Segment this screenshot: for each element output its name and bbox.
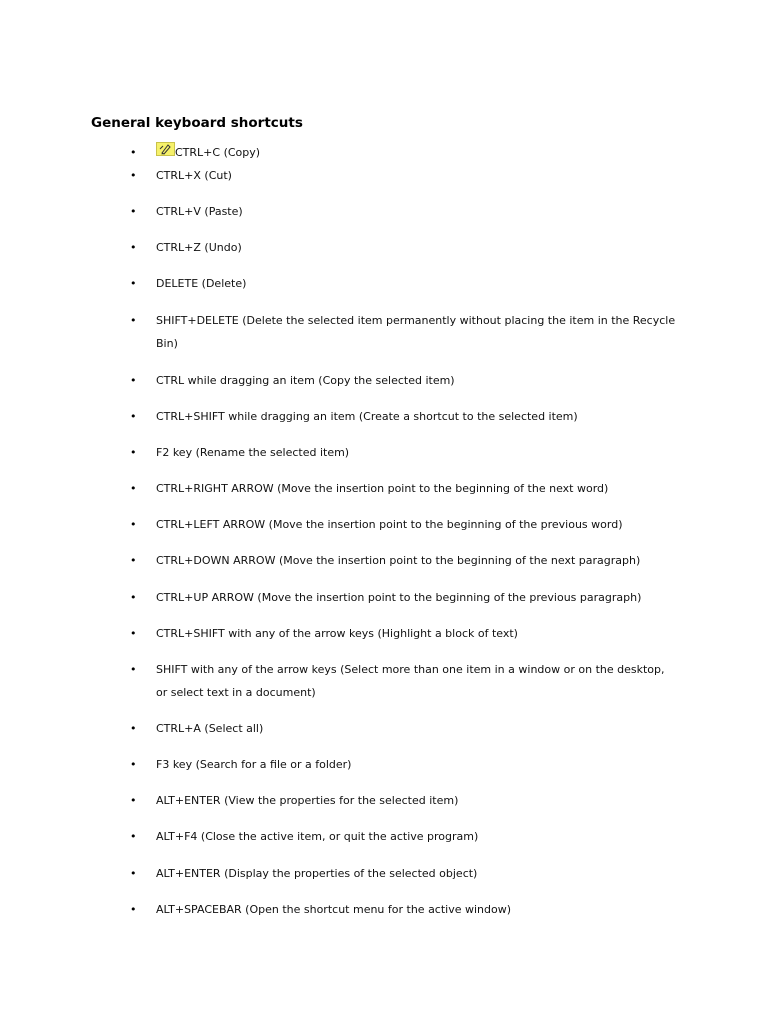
bullet-icon: • — [130, 722, 137, 735]
bullet-icon: • — [130, 277, 137, 290]
bullet-icon: • — [130, 903, 137, 916]
list-item-text: DELETE (Delete) — [156, 277, 247, 290]
list-item-text: ALT+F4 (Close the active item, or quit the active program) — [156, 830, 479, 843]
bullet-icon: • — [130, 169, 137, 182]
bullet-icon: • — [130, 314, 137, 327]
list-item-text: ALT+ENTER (Display the properties of the selected object) — [156, 867, 478, 880]
list-item-text: CTRL+V (Paste) — [156, 205, 243, 218]
list-item-text: SHIFT with any of the arrow keys (Select more than one item in a window or on the desktop, or select text in a document) — [156, 663, 665, 699]
list-item-text: CTRL+SHIFT while dragging an item (Create a shortcut to the selected item) — [156, 410, 578, 423]
bullet-icon: • — [130, 241, 137, 254]
bullet-icon: • — [130, 830, 137, 843]
bullet-icon: • — [130, 663, 137, 676]
bullet-icon: • — [130, 867, 137, 880]
bullet-icon: • — [130, 627, 137, 640]
bullet-icon: • — [130, 554, 137, 567]
list-item-text: CTRL+C (Copy) — [175, 146, 261, 159]
bullet-icon: • — [130, 374, 137, 387]
list-item-text: CTRL+LEFT ARROW (Move the insertion point to the beginning of the previous word) — [156, 518, 623, 531]
bullet-icon: • — [130, 482, 137, 495]
list-item-text: SHIFT+DELETE (Delete the selected item permanently without placing the item in the Recycle Bin) — [156, 314, 676, 350]
list-item-text: F2 key (Rename the selected item) — [156, 446, 350, 459]
list-item-text: CTRL+DOWN ARROW (Move the insertion point to the beginning of the next paragraph) — [156, 554, 641, 567]
bullet-icon: • — [130, 446, 137, 459]
list-item-text: F3 key (Search for a file or a folder) — [156, 758, 352, 771]
list-item-text: CTRL+A (Select all) — [156, 722, 264, 735]
bullet-icon: • — [130, 794, 137, 807]
page-title: General keyboard shortcuts — [91, 115, 303, 131]
bullet-icon: • — [130, 591, 137, 604]
list-item-text: ALT+ENTER (View the properties for the selected item) — [156, 794, 459, 807]
list-item-text: CTRL+X (Cut) — [156, 169, 232, 182]
bullet-icon: • — [130, 146, 137, 159]
list-item-text: CTRL+UP ARROW (Move the insertion point to the beginning of the previous paragraph) — [156, 591, 642, 604]
list-item-text: CTRL+SHIFT with any of the arrow keys (Highlight a block of text) — [156, 627, 518, 640]
bullet-icon: • — [130, 758, 137, 771]
bullet-icon: • — [130, 410, 137, 423]
bullet-icon: • — [130, 518, 137, 531]
list-item-text: CTRL while dragging an item (Copy the selected item) — [156, 374, 455, 387]
bullet-icon: • — [130, 205, 137, 218]
list-item-text: CTRL+Z (Undo) — [156, 241, 242, 254]
list-item-text: ALT+SPACEBAR (Open the shortcut menu for the active window) — [156, 903, 512, 916]
list-item-text: CTRL+RIGHT ARROW (Move the insertion point to the beginning of the next word) — [156, 482, 609, 495]
pencil-edit-icon[interactable] — [156, 142, 175, 156]
